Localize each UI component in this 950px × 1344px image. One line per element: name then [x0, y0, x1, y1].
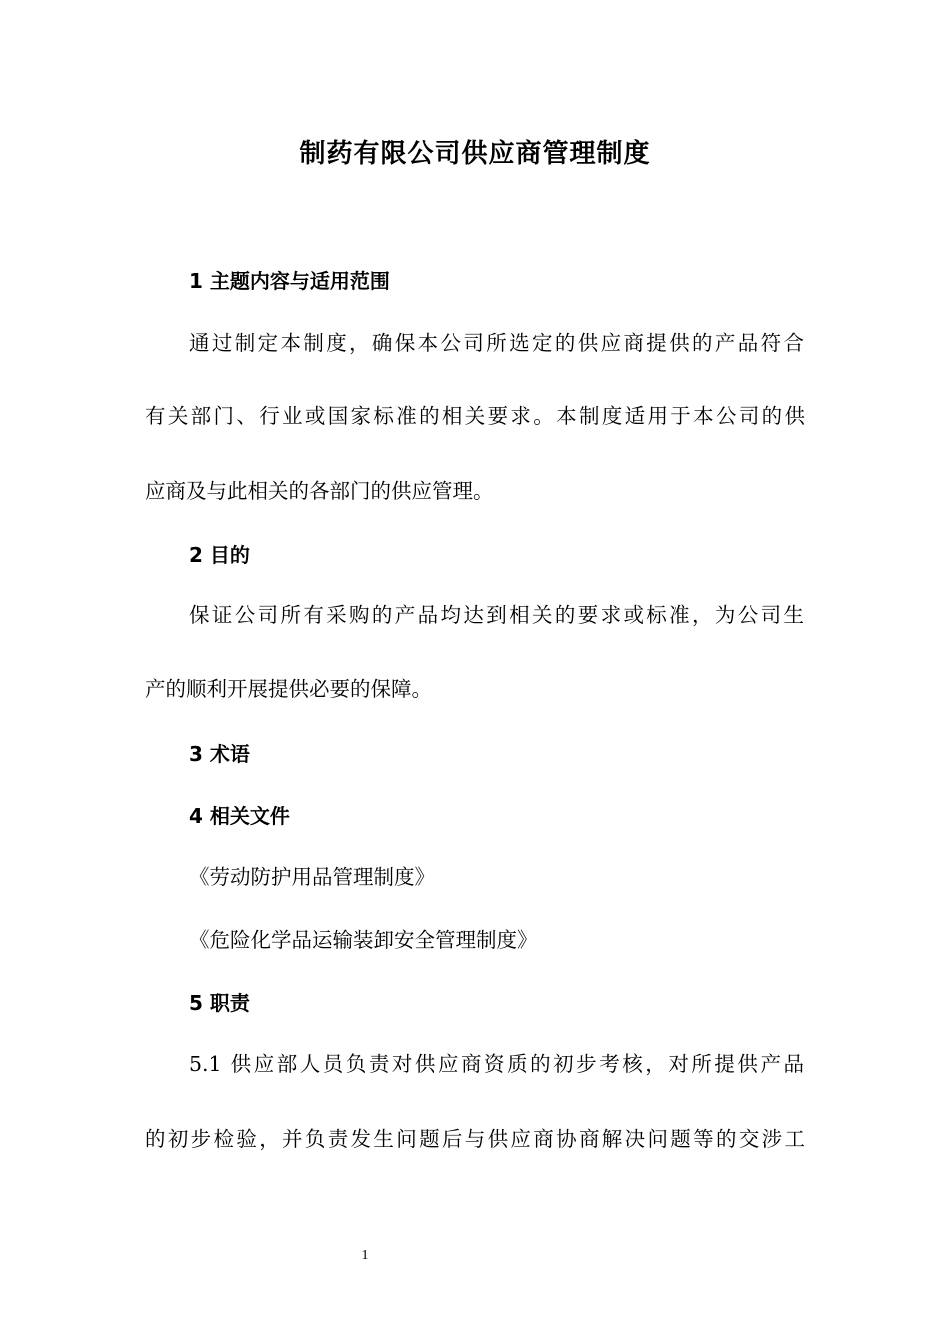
page-number: 1	[361, 1248, 369, 1263]
document-title: 制药有限公司供应商管理制度	[299, 139, 651, 169]
section-5-paragraph-line-2: 的初步检验，并负责发生问题后与供应商协商解决问题等的交涉工	[145, 1127, 805, 1151]
section-5-paragraph-line-1: 5.1 供应部人员负责对供应商资质的初步考核，对所提供产品	[189, 1052, 804, 1076]
section-5-heading: 5 职责	[189, 991, 250, 1015]
section-2-paragraph-line-1: 保证公司所有采购的产品均达到相关的要求或标准，为公司生	[189, 603, 804, 627]
section-1-paragraph-line-3: 应商及与此相关的各部门的供应管理。	[145, 479, 494, 503]
section-1-paragraph-line-2: 有关部门、行业或国家标准的相关要求。本制度适用于本公司的供	[145, 404, 805, 428]
section-2-paragraph-line-2: 产的顺利开展提供必要的保障。	[145, 677, 432, 701]
related-document-2: 《危险化学品运输装卸安全管理制度》	[189, 928, 538, 952]
section-2-heading: 2 目的	[189, 543, 250, 567]
related-document-1: 《劳动防护用品管理制度》	[189, 865, 435, 889]
section-4-heading: 4 相关文件	[189, 804, 290, 828]
section-1-paragraph-line-1: 通过制定本制度，确保本公司所选定的供应商提供的产品符合	[189, 331, 804, 355]
section-1-heading: 1 主题内容与适用范围	[189, 269, 390, 293]
section-3-heading: 3 术语	[189, 742, 250, 766]
